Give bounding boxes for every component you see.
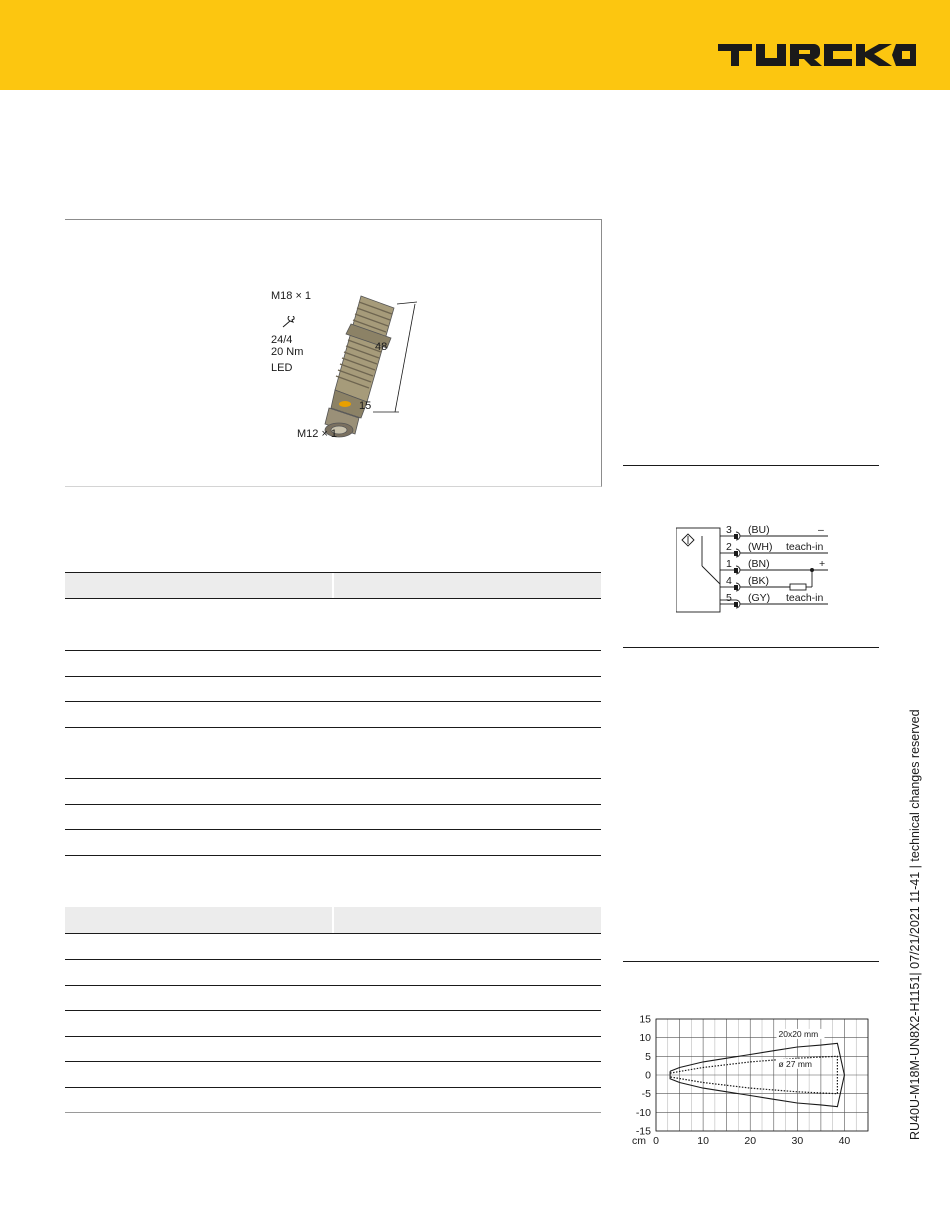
pin-function: + (819, 558, 826, 570)
led-label: LED (271, 362, 293, 374)
length-label: 48 (375, 341, 388, 353)
pin-wire-color: (BU) (748, 524, 770, 536)
pin-number: 1 (726, 558, 732, 570)
x-tick-label: 40 (838, 1135, 851, 1147)
pin-wire-color: (GY) (748, 592, 771, 604)
spec-row (65, 830, 601, 856)
pin-number: 5 (726, 592, 732, 604)
spec-row (65, 651, 601, 677)
y-tick-label: 0 (645, 1069, 651, 1082)
connector-length-label: 15 (359, 400, 372, 412)
x-tick-label: 10 (697, 1135, 709, 1147)
turck-logo (718, 42, 916, 68)
series-label: 20x20 mm (778, 1028, 819, 1039)
spec-row (65, 805, 601, 830)
pin-wire-color: (BK) (748, 575, 769, 587)
spec-row (65, 907, 601, 934)
y-tick-label: -15 (635, 1125, 651, 1138)
spec-row (65, 702, 601, 728)
x-tick-label: 30 (791, 1135, 804, 1147)
product-image-panel (65, 219, 602, 487)
pin-function: teach-in (786, 541, 824, 553)
pin-number: 3 (726, 524, 732, 536)
wrench-icon (281, 316, 297, 330)
spec-row (65, 728, 601, 779)
wiring-diagram (676, 520, 836, 620)
detection-range-chart (624, 1012, 880, 1152)
spec-row (65, 986, 601, 1011)
function-section-rule (623, 647, 879, 648)
spec-row (65, 960, 601, 986)
x-tick-label: 0 (653, 1135, 659, 1147)
x-tick-label: 20 (744, 1135, 757, 1147)
spec-row (65, 1088, 601, 1113)
spec-row (65, 573, 601, 599)
torque-label: 20 Nm (271, 346, 304, 358)
y-tick-label: -5 (641, 1088, 651, 1101)
pin-wire-color: (BN) (748, 558, 770, 570)
pin-wire-color: (WH) (748, 541, 773, 553)
wrench-size-label: 24/4 (271, 334, 293, 346)
spec-row (65, 599, 601, 651)
spec-row (65, 1062, 601, 1088)
wiring-section-rule (623, 465, 879, 466)
y-tick-label: 5 (645, 1050, 651, 1063)
pin-number: 2 (726, 541, 732, 553)
x-axis-label: cm (632, 1135, 646, 1147)
spec-row (65, 856, 601, 907)
y-tick-label: -10 (635, 1106, 651, 1119)
thread-top-label: M18 × 1 (271, 290, 312, 302)
pin-function: – (818, 524, 824, 536)
spec-row (65, 934, 601, 960)
y-tick-label: 10 (639, 1032, 651, 1045)
graph-section-rule (623, 961, 879, 962)
pin-number: 4 (726, 575, 732, 587)
spec-row (65, 779, 601, 805)
y-tick-label: 15 (639, 1013, 651, 1026)
spec-row (65, 1011, 601, 1037)
document-footer-code: RU40U-M18M-UN8X2-H1151| 07/21/2021 11-41 | technical changes reserved (908, 709, 922, 1140)
pin-function: teach-in (786, 592, 824, 604)
thread-bottom-label: M12 × 1 (297, 428, 338, 440)
spec-row (65, 1037, 601, 1062)
series-label: ø 27 mm (778, 1058, 813, 1069)
spec-row (65, 677, 601, 702)
